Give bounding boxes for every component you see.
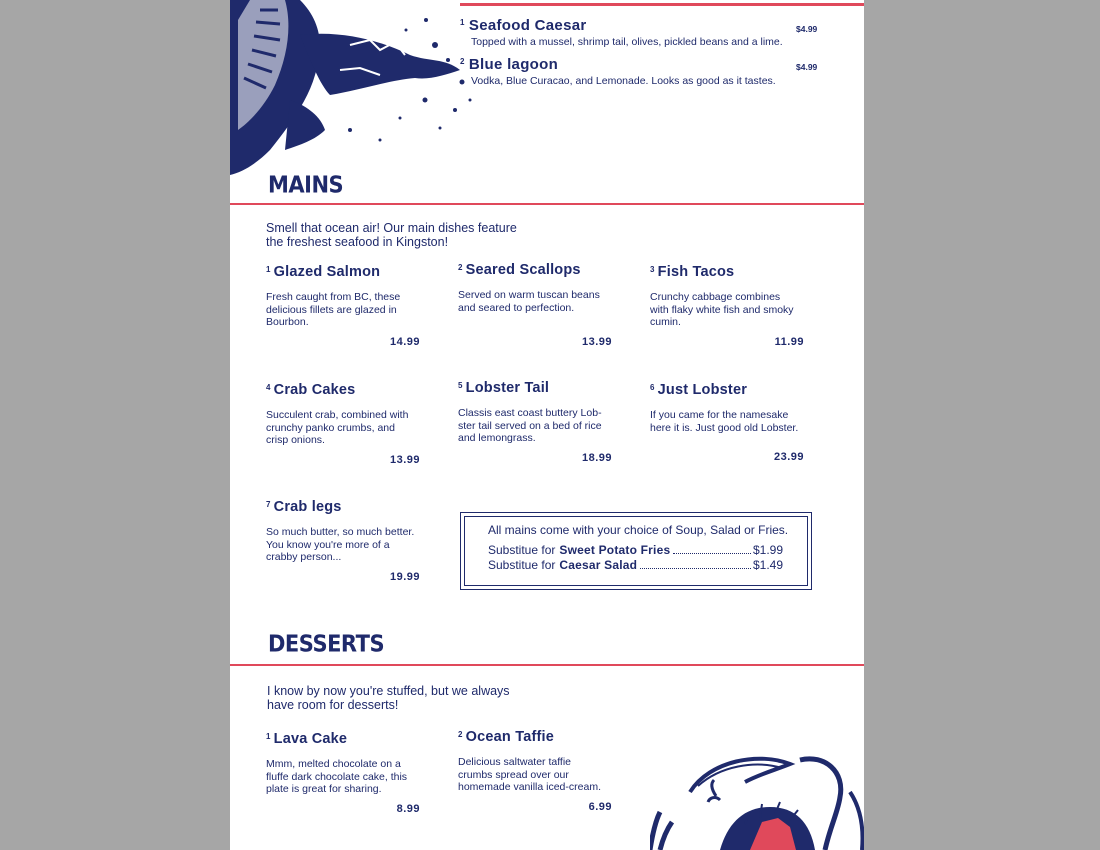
item-number: 1 bbox=[460, 18, 465, 27]
desserts-intro: I know by now you're stuffed, but we always have room for desserts! bbox=[267, 684, 510, 712]
item-price: 13.99 bbox=[581, 336, 612, 348]
starter-item bbox=[460, 17, 820, 48]
item-description: Classis east coast buttery Lob-ster tail served on a bed of rice and lemongrass. bbox=[458, 407, 602, 444]
fish-illustration bbox=[230, 0, 480, 175]
item-description: Mmm, melted chocolate on a fluffe dark chocolate cake, this plate is great for sharing. bbox=[266, 758, 408, 795]
item-number: 1 bbox=[266, 265, 271, 274]
item-name: Glazed Salmon bbox=[273, 264, 381, 280]
section-rule bbox=[230, 664, 864, 666]
item-price: 18.99 bbox=[581, 452, 612, 464]
item-price: 19.99 bbox=[389, 571, 420, 583]
substitute-price: $1.49 bbox=[752, 558, 783, 572]
item-description: Topped with a mussel, shrimp tail, olives, pickled beans and a lime. bbox=[471, 36, 783, 48]
item-description: Fresh caught from BC, these delicious fillets are glazed in Bourbon. bbox=[266, 291, 401, 328]
sides-note: All mains come with your choice of Soup, Salad or Fries. bbox=[488, 523, 789, 537]
item-name: Just Lobster bbox=[657, 382, 748, 398]
menu-page bbox=[230, 0, 864, 850]
substitute-label: Substitue for bbox=[488, 543, 556, 557]
item-name: Crab Cakes bbox=[273, 382, 356, 398]
item-description: If you came for the namesake here it is. Just good old Lobster. bbox=[650, 409, 799, 434]
substitute-item: Sweet Potato Fries bbox=[559, 543, 671, 557]
item-price: 23.99 bbox=[773, 451, 804, 463]
substitute-row bbox=[488, 558, 783, 572]
menu-item bbox=[266, 731, 426, 821]
item-number: 2 bbox=[460, 57, 465, 66]
item-description: Served on warm tuscan beans and seared to perfection. bbox=[458, 289, 600, 314]
item-number: 1 bbox=[266, 732, 271, 741]
menu-item bbox=[266, 264, 426, 354]
item-name: Seafood Caesar bbox=[468, 17, 587, 34]
substitute-item: Caesar Salad bbox=[559, 558, 638, 572]
menu-item bbox=[650, 382, 810, 472]
item-number: 2 bbox=[458, 263, 463, 272]
item-number: 2 bbox=[458, 730, 463, 739]
item-name: Ocean Taffie bbox=[465, 729, 555, 745]
item-name: Blue lagoon bbox=[468, 56, 559, 73]
item-number: 7 bbox=[266, 500, 271, 509]
mains-intro: Smell that ocean air! Our main dishes feature the freshest seafood in Kingston! bbox=[266, 221, 517, 249]
item-price: 13.99 bbox=[389, 454, 420, 466]
item-name: Seared Scallops bbox=[465, 262, 581, 278]
item-number: 4 bbox=[266, 383, 271, 392]
item-name: Crab legs bbox=[273, 499, 342, 515]
item-price: 8.99 bbox=[396, 803, 420, 815]
section-rule bbox=[230, 203, 864, 205]
menu-item bbox=[266, 499, 426, 589]
item-name: Lava Cake bbox=[273, 731, 348, 747]
menu-item bbox=[458, 380, 618, 470]
item-description: Vodka, Blue Curacao, and Lemonade. Looks as good as it tastes. bbox=[471, 75, 776, 87]
starter-item bbox=[460, 56, 820, 87]
sides-box bbox=[460, 512, 812, 590]
menu-item bbox=[458, 729, 618, 819]
item-number: 3 bbox=[650, 265, 655, 274]
item-price: 14.99 bbox=[389, 336, 420, 348]
item-price: $4.99 bbox=[796, 24, 818, 34]
item-number: 6 bbox=[650, 383, 655, 392]
section-title-desserts: DESSERTS bbox=[268, 631, 385, 657]
section-title-mains: MAINS bbox=[268, 172, 344, 198]
substitute-label: Substitue for bbox=[488, 558, 556, 572]
substitute-row bbox=[488, 543, 783, 557]
menu-item bbox=[650, 264, 810, 354]
item-description: Delicious saltwater taffie crumbs spread over our homemade vanilla iced-cream. bbox=[458, 756, 601, 793]
crab-illustration bbox=[650, 752, 864, 850]
menu-item bbox=[266, 382, 426, 472]
item-name: Fish Tacos bbox=[657, 264, 735, 280]
item-description: So much butter, so much better. You know you're more of a crabby person... bbox=[266, 526, 415, 563]
item-price: 11.99 bbox=[774, 336, 804, 348]
item-description: Succulent crab, combined with crunchy panko crumbs, and crisp onions. bbox=[266, 409, 409, 446]
top-rule bbox=[460, 3, 864, 6]
item-price: 6.99 bbox=[588, 801, 612, 813]
item-price: $4.99 bbox=[796, 62, 818, 72]
item-description: Crunchy cabbage combines with flaky white fish and smoky cumin. bbox=[650, 291, 794, 328]
substitute-price: $1.99 bbox=[752, 543, 783, 557]
menu-item bbox=[458, 262, 618, 352]
item-name: Lobster Tail bbox=[465, 380, 550, 396]
item-number: 5 bbox=[458, 381, 463, 390]
